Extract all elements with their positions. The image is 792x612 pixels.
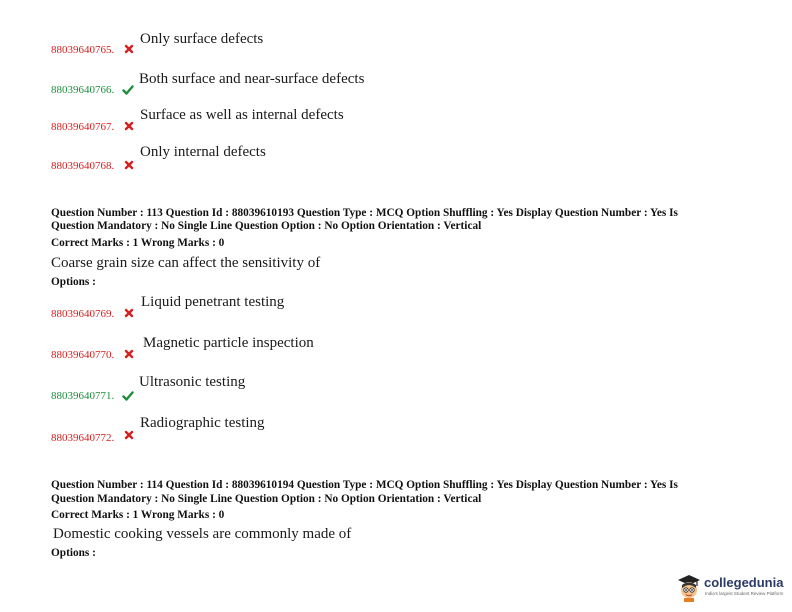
question-114-meta-line2: Question Mandatory : No Single Line Question Option : No Option Orientation : Vertical bbox=[51, 493, 482, 505]
option-number: 88039640772. bbox=[51, 432, 115, 444]
option-number: 88039640765. bbox=[51, 44, 115, 56]
question-113-text: Coarse grain size can affect the sensitivity of bbox=[51, 255, 321, 271]
question-114-options-label: Options : bbox=[51, 547, 96, 559]
option-number: 88039640766. bbox=[51, 84, 115, 96]
question-113-meta-line2: Question Mandatory : No Single Line Question Option : No Option Orientation : Vertical bbox=[51, 220, 482, 232]
cross-icon bbox=[123, 43, 135, 55]
cross-icon bbox=[123, 348, 135, 360]
option-88039640765 bbox=[51, 30, 751, 60]
cross-icon bbox=[123, 159, 135, 171]
option-88039640768 bbox=[51, 146, 751, 176]
option-text: Surface as well as internal defects bbox=[140, 107, 344, 123]
option-text: Only surface defects bbox=[140, 31, 264, 47]
option-88039640766 bbox=[51, 70, 751, 100]
question-113-options-label: Options : bbox=[51, 276, 96, 288]
check-icon bbox=[122, 84, 134, 96]
option-text: Magnetic particle inspection bbox=[143, 335, 314, 351]
option-88039640767 bbox=[51, 107, 751, 137]
question-113-meta-line1: Question Number : 113 Question Id : 88039610193 Question Type : MCQ Option Shuffling : Yes Display Question Number : Yes Is bbox=[51, 207, 678, 219]
logo-name: collegedunia bbox=[704, 575, 784, 590]
option-number: 88039640771. bbox=[51, 390, 115, 402]
check-icon bbox=[122, 390, 134, 402]
cross-icon bbox=[123, 429, 135, 441]
option-88039640772 bbox=[51, 415, 751, 448]
option-88039640770 bbox=[51, 335, 751, 365]
option-number: 88039640770. bbox=[51, 349, 115, 361]
option-number: 88039640768. bbox=[51, 160, 115, 172]
option-text: Liquid penetrant testing bbox=[141, 294, 285, 310]
logo-tagline: India's largest Student Review Platform bbox=[705, 591, 784, 596]
cross-icon bbox=[123, 307, 135, 319]
graduate-mascot-icon bbox=[676, 573, 702, 603]
question-114-meta-line1: Question Number : 114 Question Id : 88039610194 Question Type : MCQ Option Shuffling : Yes Display Question Number : Yes Is bbox=[51, 479, 678, 491]
option-text: Radiographic testing bbox=[140, 415, 265, 431]
question-113-marks: Correct Marks : 1 Wrong Marks : 0 bbox=[51, 237, 225, 249]
collegedunia-logo bbox=[676, 572, 788, 606]
option-number: 88039640767. bbox=[51, 121, 115, 133]
cross-icon bbox=[123, 120, 135, 132]
option-88039640771 bbox=[51, 376, 751, 406]
option-88039640769 bbox=[51, 294, 751, 324]
option-text: Both surface and near-surface defects bbox=[139, 71, 365, 87]
question-114-marks: Correct Marks : 1 Wrong Marks : 0 bbox=[51, 509, 225, 521]
option-number: 88039640769. bbox=[51, 308, 115, 320]
option-text: Only internal defects bbox=[140, 144, 266, 160]
question-114-text: Domestic cooking vessels are commonly made of bbox=[53, 526, 352, 542]
option-text: Ultrasonic testing bbox=[139, 374, 246, 390]
